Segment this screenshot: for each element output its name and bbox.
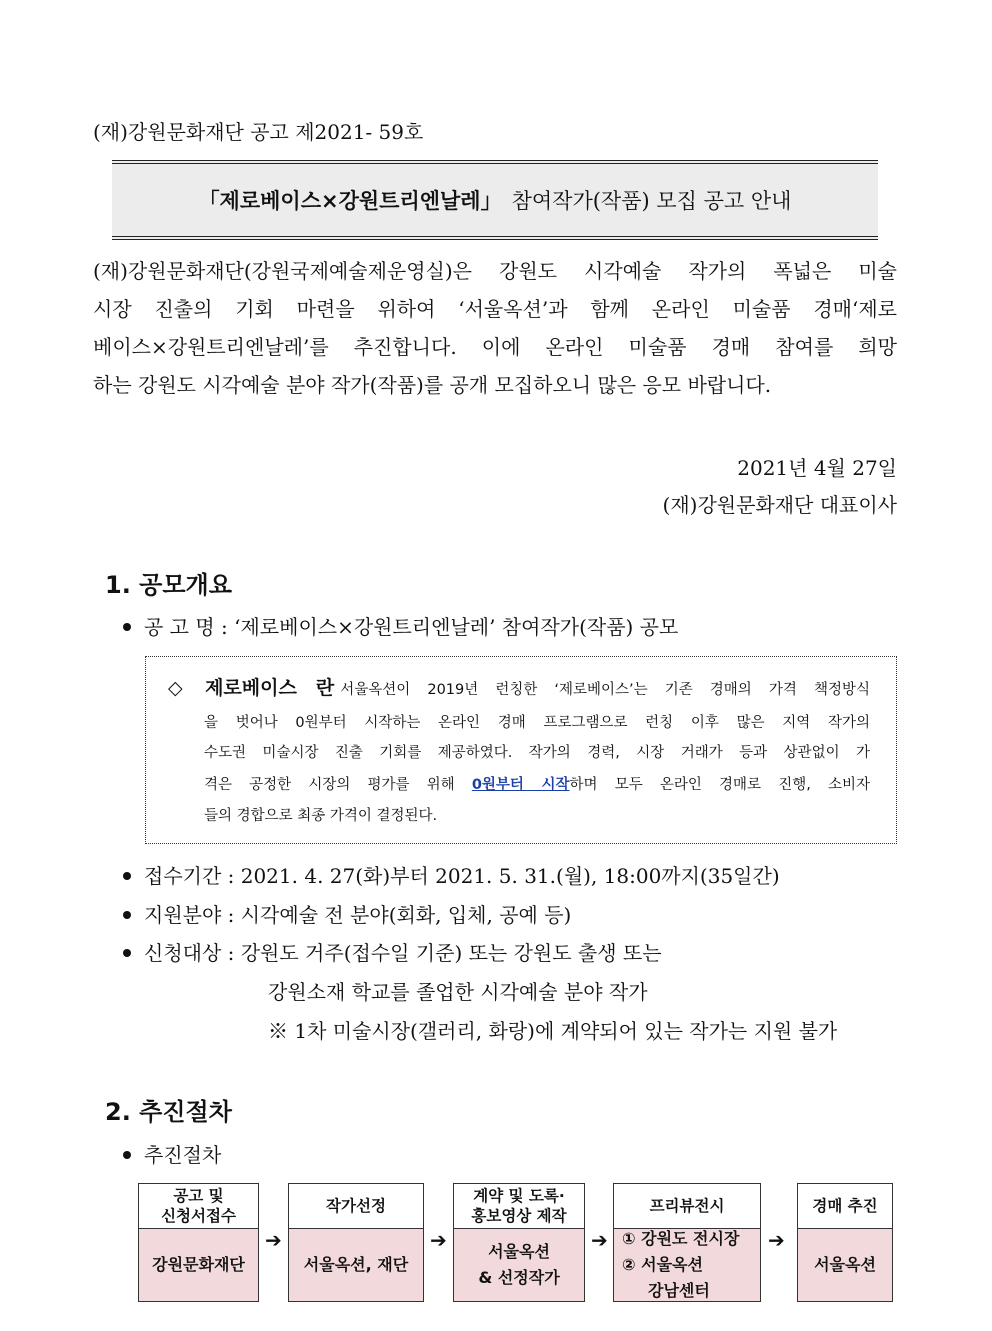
bullet-field: 지원분야 : 시각예술 전 분야(회화, 입체, 공예 등) [123, 899, 571, 928]
bullet-procedure: 추진절차 [123, 1139, 221, 1168]
intro-line: 시장 진출의 기회 마련을 위하여 ‘서울옥션’과 함께 온라인 미술품 경매‘제로 [93, 297, 897, 321]
step-body: ① 강원도 전시장 ② 서울옥션 강남센터 [614, 1229, 760, 1301]
bullet-dot-icon [123, 872, 131, 880]
title-program: 「제로베이스×강원트리엔날레」 [198, 189, 502, 213]
zerobase-line: ◇ 제로베이스 란 서울옥션이 2019년 런칭한 ‘제로베이스’는 기존 경매의 가격 책정방식 [168, 677, 870, 699]
zerobase-line: 수도권 미술시장 진출 기회를 제공하였다. 작가의 경력, 시장 거래가 등과 상관없이 가 [204, 745, 870, 761]
intro-line: 베이스×강원트리엔날레’를 추진합니다. 이에 온라인 미술품 경매 참여를 희망 [93, 335, 897, 359]
arrow-right-icon: ➔ [265, 1228, 282, 1252]
intro-paragraph [93, 252, 897, 404]
target-line-2: 강원소재 학교를 졸업한 시각예술 분야 작가 [268, 980, 648, 1004]
title-rest: 참여작가(작품) 모집 공고 안내 [511, 189, 792, 213]
zero-start-highlight: 0원부터 시작 [471, 777, 570, 793]
step-artist-selection [288, 1183, 424, 1302]
section-heading-procedure: 2. 추진절차 [105, 1098, 232, 1126]
step-preview-exhibition [613, 1183, 761, 1302]
bullet-announcement-name: 공 고 명 : ‘제로베이스×강원트리엔날레’ 참여작가(작품) 공모 [123, 611, 678, 640]
step-head: 프리뷰전시 [614, 1184, 760, 1229]
title-box [112, 160, 878, 240]
bullet-dot-icon [123, 949, 131, 957]
zerobase-line: 을 벗어나 0원부터 시작하는 온라인 경매 프로그램으로 런칭 이후 많은 지역 작가의 [204, 715, 870, 731]
step-head: 경매 추진 [798, 1184, 892, 1229]
bullet-period: 접수기간 : 2021. 4. 27(화)부터 2021. 5. 31.(월), 18:00까지(35일간) [123, 860, 780, 889]
intro-line: 하는 강원도 시각예술 분야 작가(작품)를 공개 모집하오니 많은 응모 바랍니다. [93, 373, 772, 397]
zerobase-title: 제로베이스 란 [205, 677, 335, 699]
step-auction [797, 1183, 893, 1302]
step-contract [453, 1183, 585, 1302]
step-body: 서울옥션, 재단 [289, 1229, 423, 1301]
section-heading-overview: 1. 공모개요 [105, 571, 232, 599]
target-note: ※ 1차 미술시장(갤러리, 화랑)에 계약되어 있는 작가는 지원 불가 [268, 1019, 838, 1043]
step-body: 강원문화재단 [139, 1229, 258, 1301]
intro-line: (재)강원문화재단(강원국제예술제운영실)은 강원도 시각예술 작가의 폭넓은 미술 [93, 259, 897, 283]
zerobase-line: 들의 경합으로 최종 가격이 결정된다. [204, 808, 438, 824]
step-body: 서울옥션 & 선정작가 [454, 1229, 584, 1301]
step-head: 공고 및 신청서접수 [139, 1184, 258, 1229]
step-head: 작가선정 [289, 1184, 423, 1229]
step-announcement [138, 1183, 259, 1302]
arrow-right-icon: ➔ [430, 1228, 447, 1252]
bullet-dot-icon [123, 1151, 131, 1159]
arrow-right-icon: ➔ [768, 1228, 785, 1252]
diamond-icon: ◇ [168, 677, 196, 699]
issuer: (재)강원문화재단 대표이사 [662, 493, 897, 517]
bullet-target: 신청대상 : 강원도 거주(접수일 기준) 또는 강원도 출생 또는 [123, 937, 662, 966]
step-head: 계약 및 도록· 홍보영상 제작 [454, 1184, 584, 1229]
notice-date: 2021년 4월 27일 [737, 456, 897, 480]
bullet-dot-icon [123, 911, 131, 919]
step-body: 서울옥션 [798, 1229, 892, 1301]
zerobase-line: 격은 공정한 시장의 평가를 위해 0원부터 시작하며 모두 온라인 경매로 진행, 소비자 [204, 777, 870, 793]
zerobase-info-box [145, 656, 897, 844]
bullet-dot-icon [123, 623, 131, 631]
arrow-right-icon: ➔ [591, 1228, 608, 1252]
notice-number: (재)강원문화재단 공고 제2021- 59호 [93, 120, 424, 144]
